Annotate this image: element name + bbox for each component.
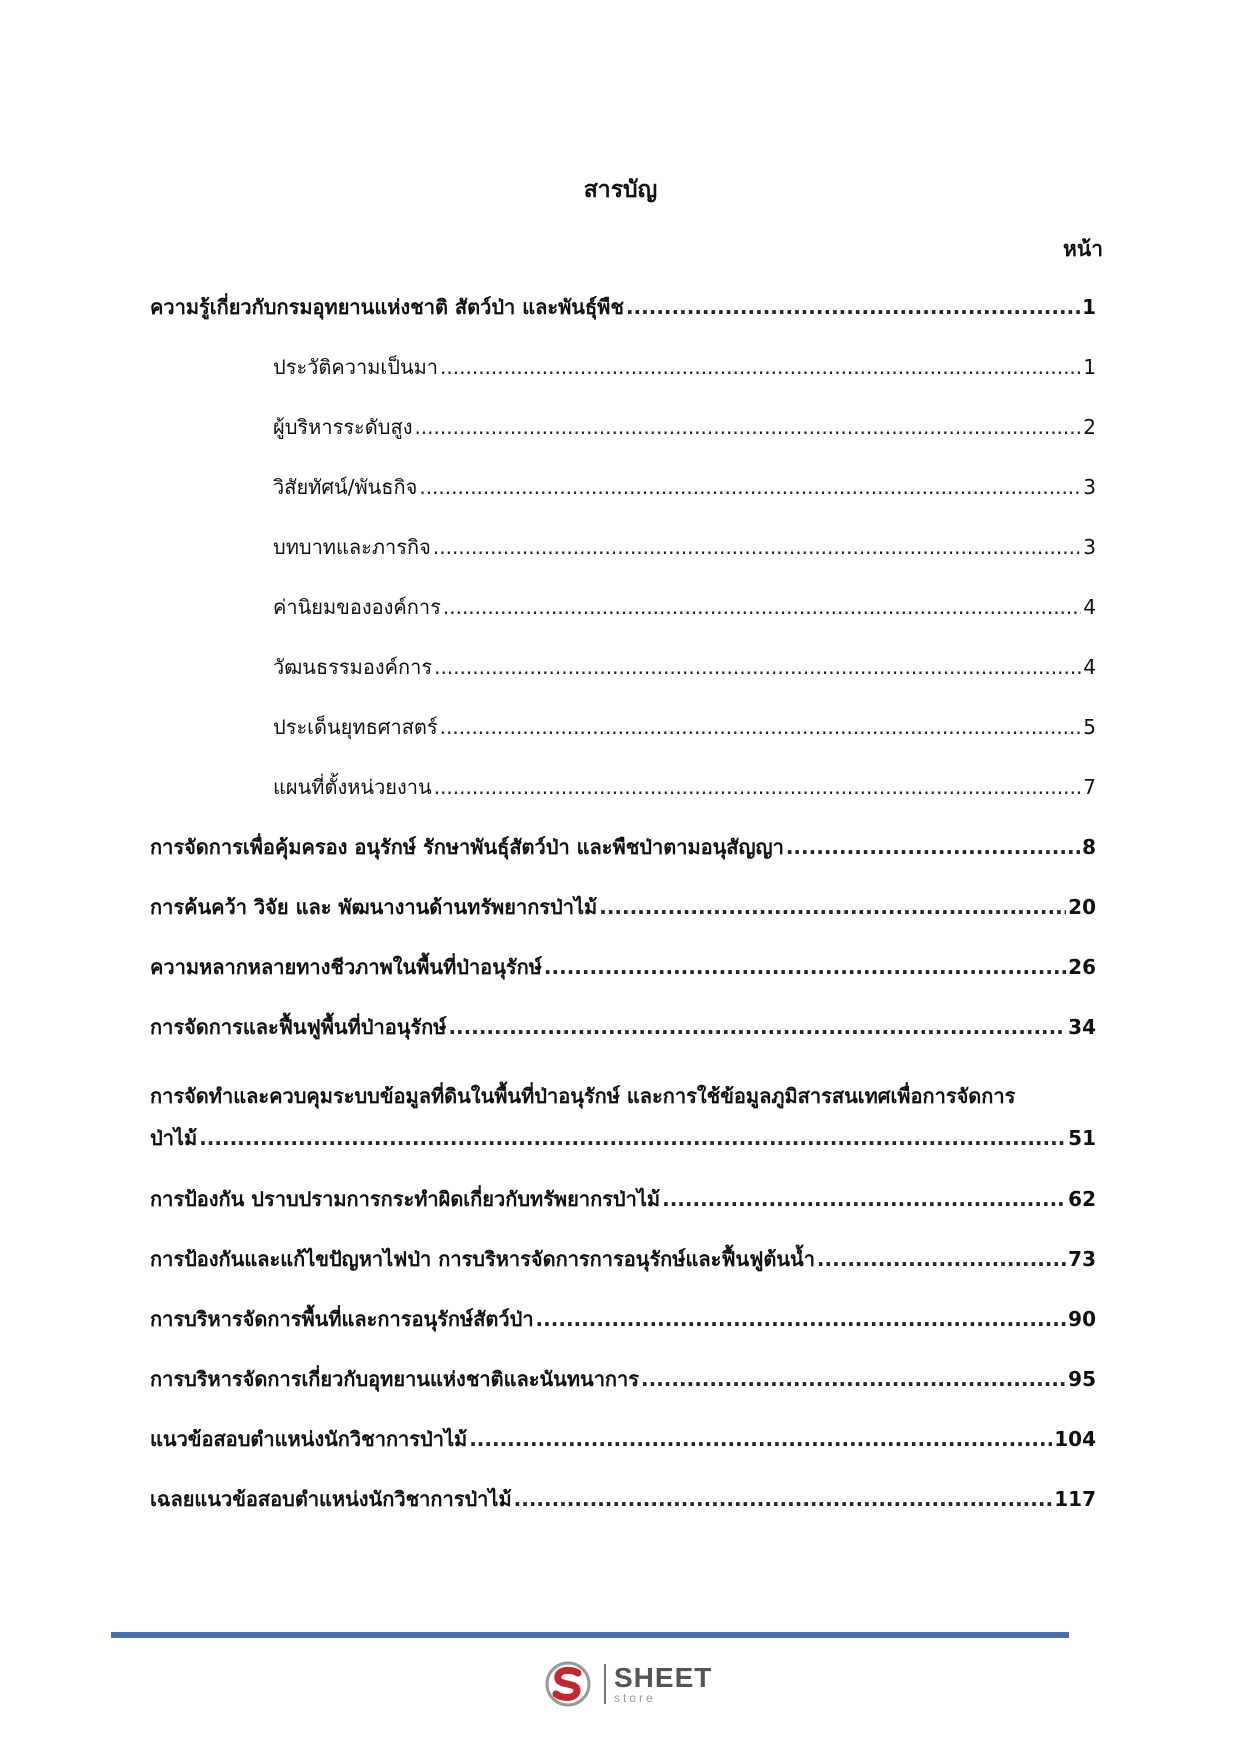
toc-entry-label: การป้องกันและแก้ไขปัญหาไฟป่า การบริหารจัดการการอนุรักษ์และฟื้นฟูต้นน้ำ xyxy=(150,1247,815,1271)
toc-entry-label: ประเด็นยุทธศาสตร์ xyxy=(273,715,438,739)
dot-leader xyxy=(786,835,1080,859)
toc-entry-page: 4 xyxy=(1083,655,1096,679)
toc-entry-page: 26 xyxy=(1068,955,1096,979)
dot-leader xyxy=(544,955,1066,979)
dot-leader xyxy=(414,415,1081,439)
logo-divider xyxy=(604,1664,606,1704)
toc-subentry xyxy=(273,591,1096,623)
toc-entry-label: ความรู้เกี่ยวกับกรมอุทยานแห่งชาติ สัตว์ป่า และพันธุ์พืช xyxy=(150,295,624,319)
toc-entry-page: 1 xyxy=(1083,355,1096,379)
dot-leader xyxy=(626,295,1080,319)
toc-entry-label: การป้องกัน ปราบปรามการกระทำผิดเกี่ยวกับทรัพยากรป่าไม้ xyxy=(150,1187,661,1211)
toc-entry-page: 51 xyxy=(1068,1126,1096,1150)
logo-brand-subtext: store xyxy=(614,1691,656,1705)
dot-leader xyxy=(434,655,1081,679)
dot-leader xyxy=(433,535,1081,559)
dot-leader xyxy=(448,1015,1066,1039)
toc-entry-page: 7 xyxy=(1083,775,1096,799)
toc-entry-label-line2: ป่าไม้ xyxy=(150,1126,198,1150)
toc-entry xyxy=(150,1303,1096,1335)
toc-entry-page: 73 xyxy=(1068,1247,1096,1271)
footer-logo xyxy=(544,1660,712,1708)
toc-entry-page: 1 xyxy=(1082,295,1096,319)
toc-entry-label: แผนที่ตั้งหน่วยงาน xyxy=(273,775,432,799)
toc-subentry xyxy=(273,471,1096,503)
toc-entry xyxy=(150,831,1096,863)
dot-leader xyxy=(662,1187,1066,1211)
toc-entry xyxy=(150,891,1096,923)
toc-subentry xyxy=(273,651,1096,683)
page-column-header: หน้า xyxy=(1063,237,1103,261)
toc-entry-page: 117 xyxy=(1054,1487,1096,1511)
toc-entry-page: 2 xyxy=(1083,415,1096,439)
dot-leader xyxy=(419,475,1081,499)
dot-leader xyxy=(514,1487,1053,1511)
toc-entry-label: บทบาทและภารกิจ xyxy=(273,535,431,559)
toc-entry-label: เฉลยแนวข้อสอบตำแหน่งนักวิชาการป่าไม้ xyxy=(150,1487,512,1511)
toc-subentry xyxy=(273,411,1096,443)
dot-leader xyxy=(599,895,1066,919)
logo-wordmark xyxy=(614,1664,712,1704)
dot-leader xyxy=(440,715,1082,739)
toc-subentry xyxy=(273,771,1096,803)
toc-entry-label: การบริหารจัดการเกี่ยวกับอุทยานแห่งชาติและนันทนาการ xyxy=(150,1367,640,1391)
page-title: สารบัญ xyxy=(583,177,658,203)
toc-entry xyxy=(150,1483,1096,1515)
toc-entry-label: ความหลากหลายทางชีวภาพในพื้นที่ป่าอนุรักษ์ xyxy=(150,955,542,979)
toc-entry xyxy=(150,1363,1096,1395)
footer-rule xyxy=(111,1632,1069,1638)
toc-entry-label-line1: การจัดทำและควบคุมระบบข้อมูลที่ดินในพื้นที่ป่าอนุรักษ์ และการใช้ข้อมูลภูมิสารสนเทศเพื่อการจัดการ xyxy=(150,1084,1016,1108)
toc-entry-label: ผู้บริหารระดับสูง xyxy=(273,415,413,439)
dot-leader xyxy=(199,1126,1066,1150)
toc-subentry xyxy=(273,351,1096,383)
toc-entry-page: 3 xyxy=(1083,535,1096,559)
toc-entry-label: วัฒนธรรมองค์การ xyxy=(273,655,433,679)
toc-entry-label: ประวัติความเป็นมา xyxy=(273,355,439,379)
toc-entry-page: 4 xyxy=(1083,595,1096,619)
dot-leader xyxy=(469,1427,1052,1451)
dot-leader xyxy=(440,355,1081,379)
toc-entry-label: การบริหารจัดการพื้นที่และการอนุรักษ์สัตว์ป่า xyxy=(150,1307,534,1331)
dot-leader xyxy=(434,775,1082,799)
toc-entry-page: 90 xyxy=(1068,1307,1096,1331)
toc-entry-page: 20 xyxy=(1068,895,1096,919)
toc-entry xyxy=(150,951,1096,983)
toc-entry-label: ค่านิยมขององค์การ xyxy=(273,595,441,619)
toc-entry-label: การจัดการเพื่อคุ้มครอง อนุรักษ์ รักษาพันธุ์สัตว์ป่า และพืชป่าตามอนุสัญญา xyxy=(150,835,784,859)
toc-entry xyxy=(150,1122,1096,1154)
toc-entry xyxy=(150,1011,1096,1043)
toc-entry xyxy=(150,1243,1096,1275)
toc-entry-label: แนวข้อสอบตำแหน่งนักวิชาการป่าไม้ xyxy=(150,1427,468,1451)
dot-leader xyxy=(817,1247,1066,1271)
toc-subentry xyxy=(273,711,1096,743)
toc-entry-page: 3 xyxy=(1083,475,1096,499)
logo-brand-text: SHEET xyxy=(614,1662,713,1693)
toc-entry xyxy=(150,1183,1096,1215)
toc-entry xyxy=(150,291,1096,323)
toc-entry-page: 95 xyxy=(1068,1367,1096,1391)
toc-entry-page: 62 xyxy=(1068,1187,1096,1211)
dot-leader xyxy=(641,1367,1066,1391)
toc-entry-label: วิสัยทัศน์/พันธกิจ xyxy=(273,475,418,499)
sheet-store-logo-icon xyxy=(544,1660,596,1708)
dot-leader xyxy=(443,595,1081,619)
toc-entry-page: 8 xyxy=(1082,835,1096,859)
toc-entry-page: 34 xyxy=(1068,1015,1096,1039)
toc-entry-label: การจัดการและฟื้นฟูพื้นที่ป่าอนุรักษ์ xyxy=(150,1015,447,1039)
dot-leader xyxy=(536,1307,1067,1331)
toc-subentry xyxy=(273,531,1096,563)
toc-entry-page: 5 xyxy=(1083,715,1096,739)
toc-entry xyxy=(150,1423,1096,1455)
toc-entry-label: การค้นคว้า วิจัย และ พัฒนางานด้านทรัพยากรป่าไม้ xyxy=(150,895,598,919)
toc-entry-page: 104 xyxy=(1054,1427,1096,1451)
